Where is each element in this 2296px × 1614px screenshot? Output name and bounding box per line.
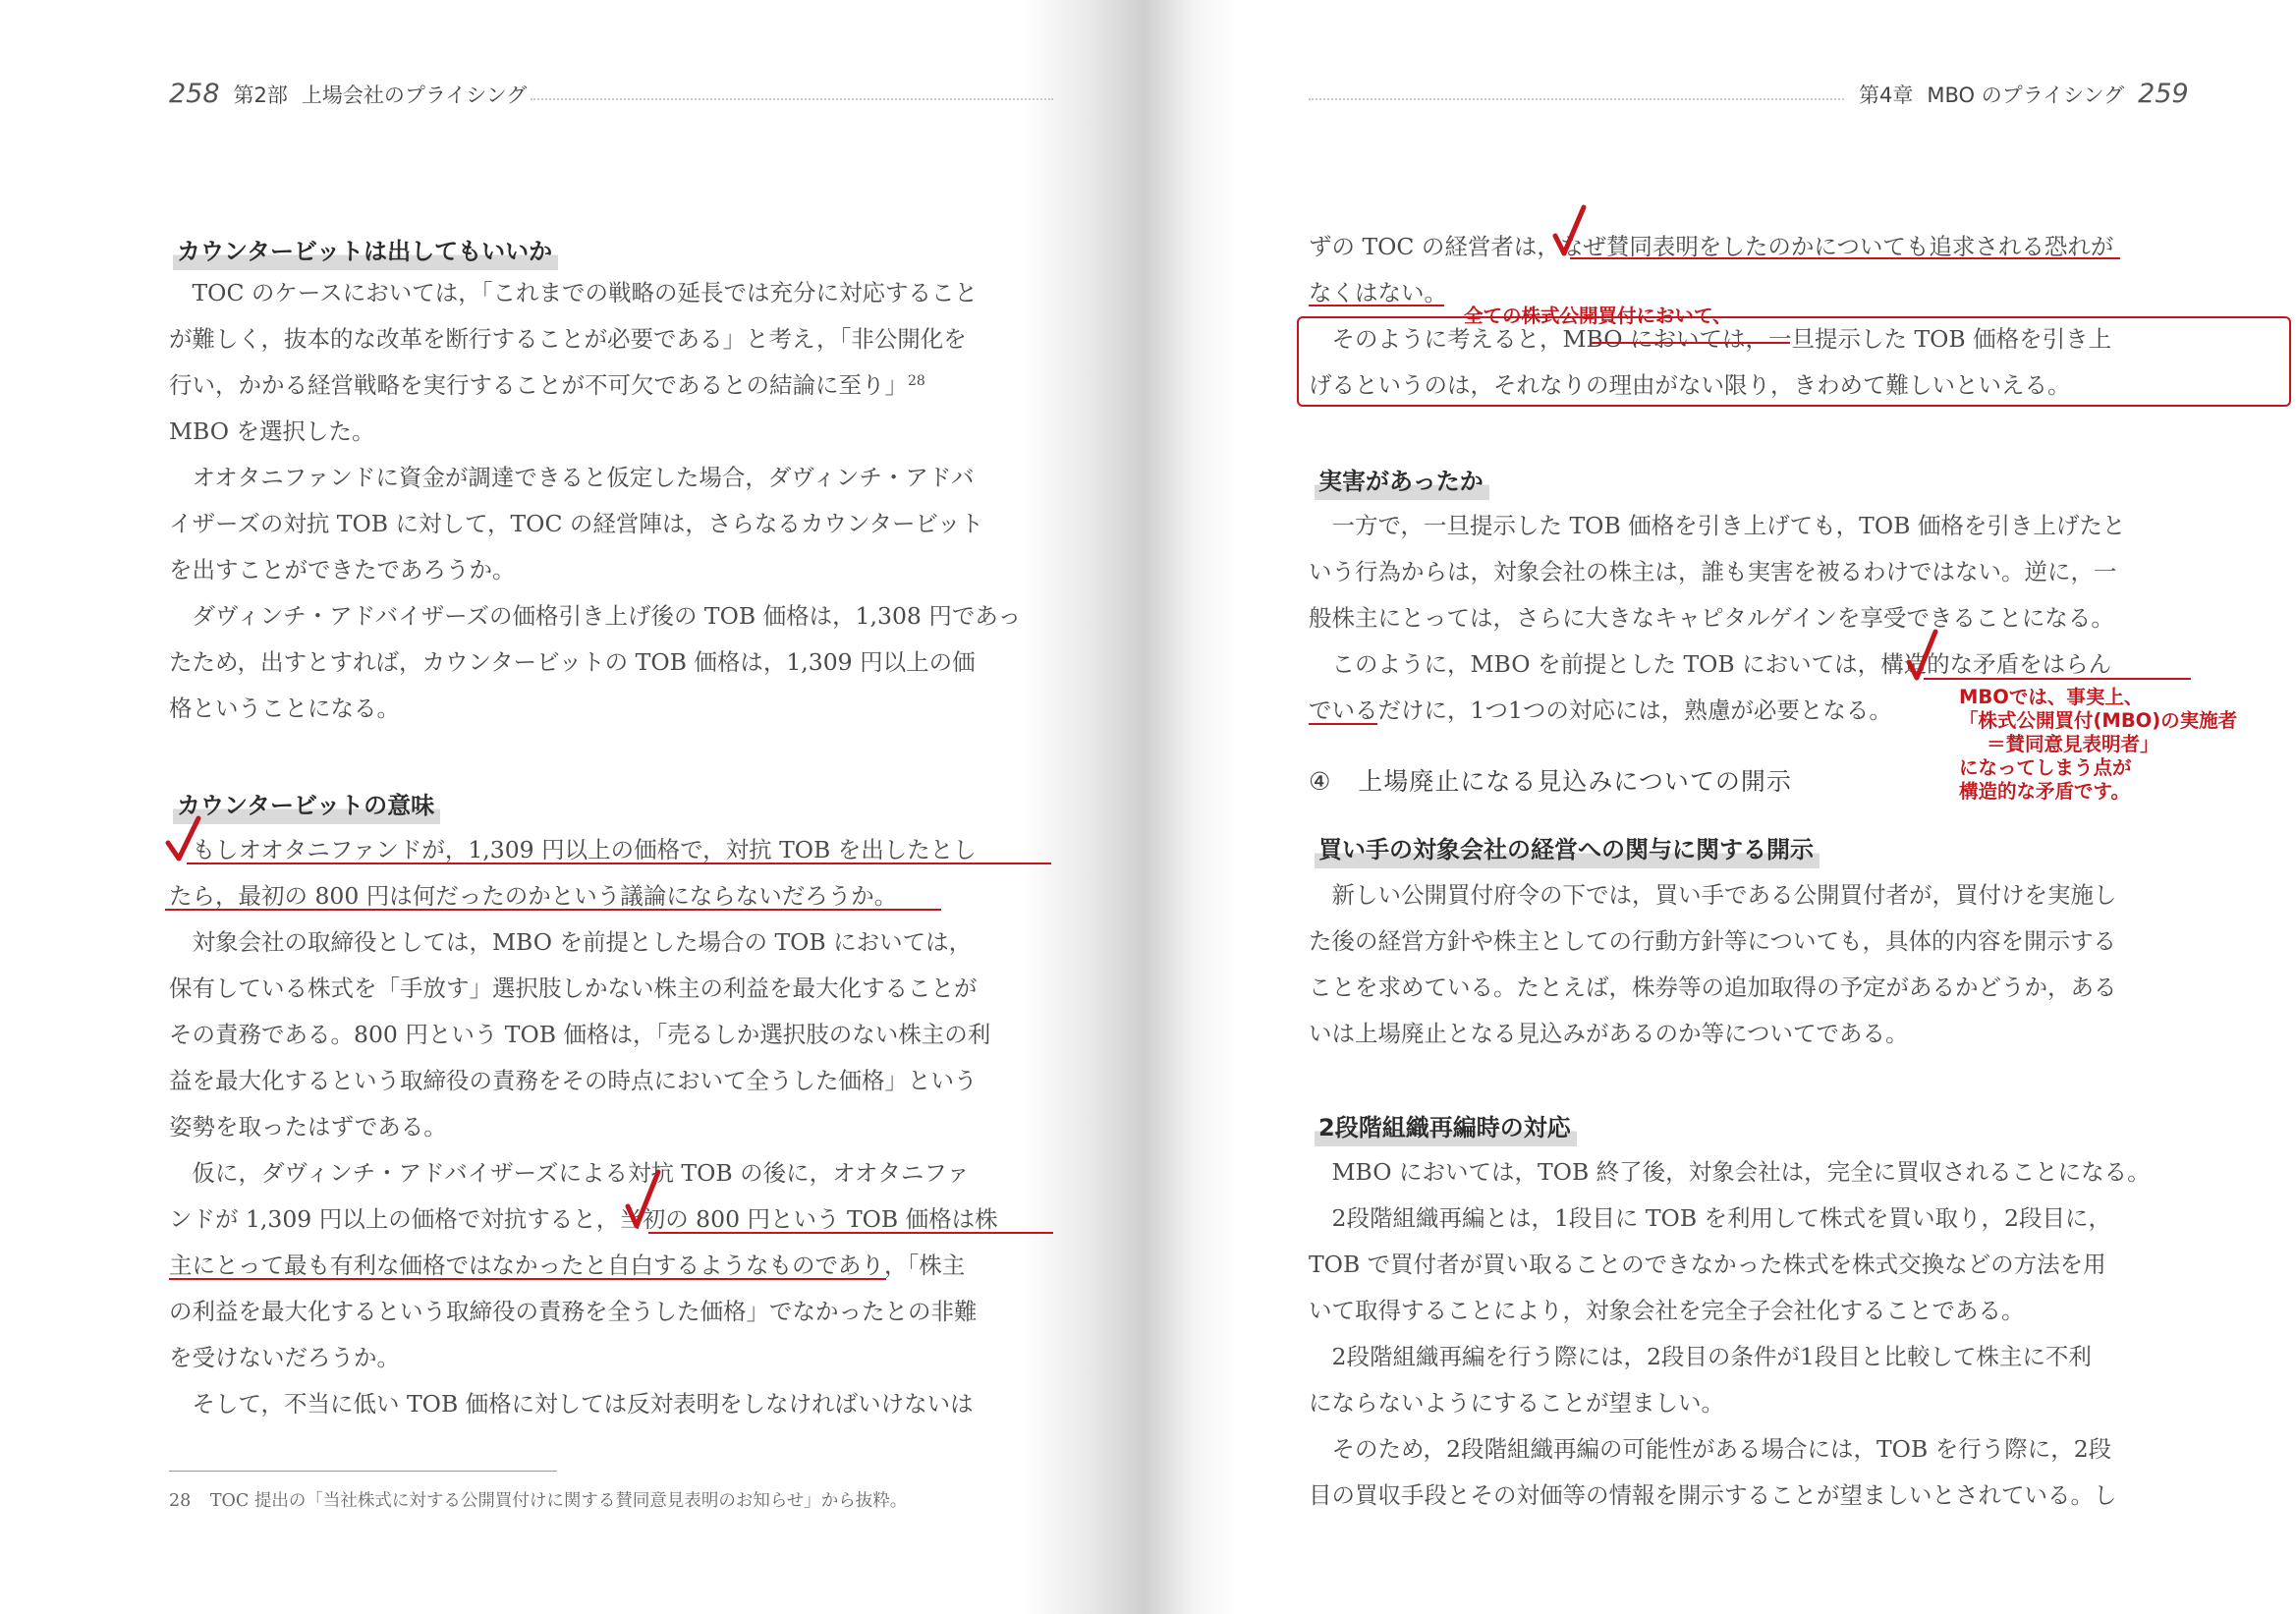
- underline-mark: [1924, 678, 2191, 680]
- section-heading-disclosure: 買い手の対象会社の経営への関与に関する開示: [1315, 830, 1820, 868]
- section-body-disclosure: [1309, 872, 2117, 1057]
- left-running-head: [169, 79, 527, 118]
- paragraph: TOC のケースにおいては，「これまでの戦略の延長では充分に対応すること が難しく，抜本的な改革を断行することが必要である」と考え，「非公開化を 行い，かかる経営戦略を実行することが不可欠であるとの結論に至り」$^{28}$ MBO を選択した。: [169, 279, 978, 445]
- paragraph: そのため，2段階組織再編の可能性がある場合には，TOB を行う際に，2段 目の買収手段とその対価等の情報を開示することが望ましいとされている。し: [1309, 1435, 2117, 1509]
- chapter-label: 第4章: [1859, 83, 1914, 107]
- handwritten-note-side: MBOでは、事実上、 「株式公開買付(MBO)の実施者 ＝賛同意見表明者」 になってしまう点が 構造的な矛盾です。: [1959, 686, 2238, 803]
- chapter-title: MBO のプライシング: [1927, 83, 2125, 107]
- item-title: 上場廃止になる見込みについての開示: [1358, 767, 1792, 796]
- checkmark-icon: [165, 815, 202, 864]
- underline-mark: [187, 863, 1051, 864]
- paragraph: このように，MBO を前提とした TOB においては，構造的な矛盾をはらん でいるだけに，1つ1つの対応には，熟慮が必要となる。: [1309, 650, 2112, 724]
- checkmark-icon: [625, 1169, 662, 1232]
- paragraph: ダヴィンチ・アドバイザーズの価格引き上げ後の TOB 価格は，1,308 円であっ たため，出すとすれば，カウンタービットの TOB 価格は，1,309 円以上の価 格ということになる。: [169, 602, 1022, 722]
- section-heading-counterbid: カウンタービットは出してもいいか: [173, 232, 558, 270]
- section-heading-meaning: カウンタービットの意味: [173, 786, 440, 824]
- paragraph: 2段階組織再編とは，1段目に TOB を利用して株式を買い取り，2段目に， TOB で買付者が買い取ることのできなかった株式を株式交換などの方法を用 いて取得することにより，対象会社を完全子会社化することである。: [1309, 1204, 2112, 1324]
- underline-mark: [1309, 305, 1444, 306]
- footnote-text: TOC 提出の「当社株式に対する公開買付けに関する賛同意見表明のお知らせ」から抜粋。: [209, 1491, 908, 1511]
- footnote: [169, 1487, 907, 1512]
- right-page: [1149, 0, 2296, 1614]
- handwritten-note-top: 全ての株式公開買付において、: [1464, 305, 1732, 327]
- underline-mark: [169, 1278, 886, 1280]
- section-body-counterbid: [169, 270, 1021, 732]
- checkmark-icon: [1906, 629, 1939, 684]
- highlight-box: [1297, 316, 2291, 407]
- paragraph: もしオオタニファンドが，1,309 円以上の価格で，対抗 TOB を出したとし たら，最初の 800 円は何だったのかという議論にならないだろうか。: [169, 836, 977, 910]
- right-page-number: 259: [2138, 79, 2189, 109]
- left-header-rule: [531, 98, 1053, 100]
- footnote-ref: 28: [908, 373, 925, 389]
- part-title: 上場会社のプライシング: [301, 83, 528, 107]
- paragraph: オオタニファンドに資金が調達できると仮定した場合，ダヴィンチ・アドバ イザーズの対抗 TOB に対して，TOC の経営陣は，さらなるカウンタービット を出すことができたであろうか。: [169, 464, 984, 584]
- numbered-subheading: [1309, 762, 1792, 798]
- right-header-rule: [1309, 98, 1844, 100]
- right-running-head: [1859, 79, 2189, 118]
- underline-mark: [1570, 257, 2120, 259]
- paragraph: MBO においては，TOB 終了後，対象会社は，完全に買収されることになる。: [1331, 1158, 2151, 1186]
- paragraph: 対象会社の取締役としては，MBO を前提とした場合の TOB においては， 保有している株式を「手放す」選択肢しかない株主の利益を最大化することが その責務である。800 円という TOB 価格は，「売るしか選択肢のない株主の利 益を最大化するという取締役の責務をその時点において全うした価格」という 姿勢を取ったはずである。: [169, 928, 991, 1141]
- section-heading-two-step: 2段階組織再編時の対応: [1315, 1108, 1577, 1146]
- section-body-meaning: [169, 827, 998, 1427]
- underline-mark: [648, 1232, 1053, 1234]
- paragraph: 仮に，ダヴィンチ・アドバイザーズによる対抗 TOB の後に，オオタニファ ンドが 1,309 円以上の価格で対抗すると，当初の 800 円という TOB 価格は株 主にとって最も有利な価格ではなかったと自白するようなものであり，「株主 の利益を最大化するという取締役の責務を全うした価格」でなかったとの非難 を受けないだろうか。: [169, 1159, 998, 1371]
- part-label: 第2部: [233, 83, 288, 107]
- item-number: ④: [1309, 767, 1332, 796]
- footnote-number: 28: [169, 1491, 192, 1511]
- section-heading-harm: 実害があったか: [1315, 462, 1489, 500]
- paragraph: 一方で，一旦提示した TOB 価格を引き上げても，TOB 価格を引き上げたと いう行為からは，対象会社の株主は，誰も実害を被るわけではない。逆に，一 般株主にとっては，さらに大きなキャピタルゲインを享受できることになる。: [1309, 512, 2126, 632]
- paragraph: 2段階組織再編を行う際には，2段目の条件が1段目と比較して株主に不利 にならないようにすることが望ましい。: [1309, 1343, 2092, 1417]
- paragraph: そして，不当に低い TOB 価格に対しては反対表明をしなければいけないは: [192, 1390, 974, 1418]
- paragraph: そのように考えると，MBO においては，一旦提示した TOB 価格を引き上 げるというのは，それなりの理由がない限り，きわめて難しいといえる。: [1309, 325, 2112, 399]
- paragraph: 新しい公開買付府令の下では，買い手である公開買付者が，買付けを実施し た後の経営方針や株主としての行動方針等についても，具体的内容を開示する ことを求めている。たとえば，株券等の追加取得の予定があるかどうか，ある いは上場廃止となる見込みがあるのか等についてである。: [1309, 881, 2117, 1047]
- section-body-two-step: [1309, 1149, 2151, 1519]
- left-page-number: 258: [169, 79, 220, 109]
- checkmark-icon: [1552, 204, 1588, 259]
- footnote-rule: [169, 1471, 557, 1472]
- underline-mark: [165, 909, 941, 911]
- paragraph: ずの TOC の経営者は，なぜ賛同表明をしたのかについても追求される恐れが なくはない。: [1309, 233, 2114, 306]
- underline-mark: [1309, 723, 1377, 725]
